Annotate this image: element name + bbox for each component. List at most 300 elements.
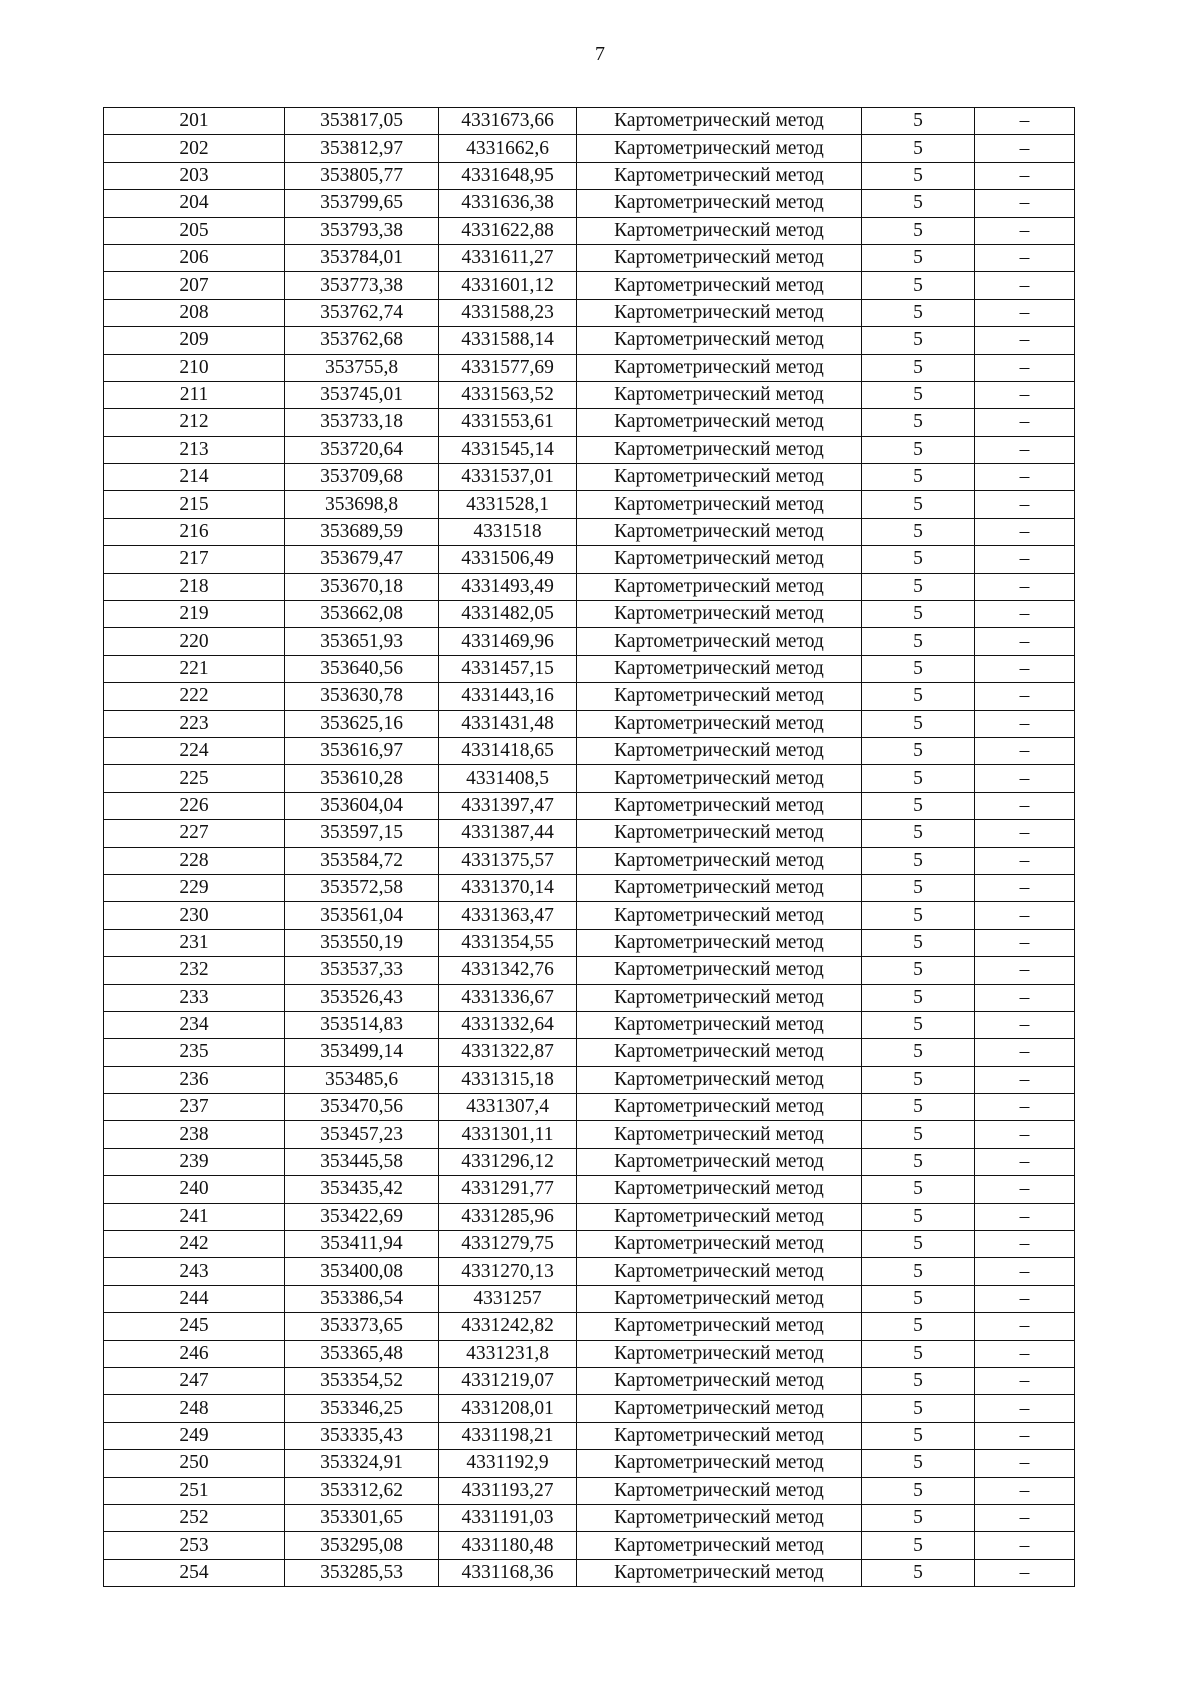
x-coordinate-cell: 353651,93 xyxy=(285,628,439,655)
description-cell: – xyxy=(975,1450,1075,1477)
description-cell: – xyxy=(975,820,1075,847)
point-number-cell: 228 xyxy=(104,847,285,874)
table-row xyxy=(104,190,1075,217)
y-coordinate-cell: 4331588,23 xyxy=(439,299,577,326)
method-cell: Картометрический метод xyxy=(577,710,862,737)
point-number-cell: 247 xyxy=(104,1367,285,1394)
y-coordinate-cell: 4331296,12 xyxy=(439,1148,577,1175)
accuracy-cell: 5 xyxy=(862,464,975,491)
table-row xyxy=(104,299,1075,326)
table-row xyxy=(104,1367,1075,1394)
accuracy-cell: 5 xyxy=(862,1039,975,1066)
y-coordinate-cell: 4331601,12 xyxy=(439,272,577,299)
x-coordinate-cell: 353817,05 xyxy=(285,108,439,135)
point-number-cell: 226 xyxy=(104,792,285,819)
x-coordinate-cell: 353346,25 xyxy=(285,1395,439,1422)
description-cell: – xyxy=(975,436,1075,463)
method-cell: Картометрический метод xyxy=(577,957,862,984)
x-coordinate-cell: 353604,04 xyxy=(285,792,439,819)
table-row xyxy=(104,1203,1075,1230)
x-coordinate-cell: 353365,48 xyxy=(285,1340,439,1367)
point-number-cell: 220 xyxy=(104,628,285,655)
point-number-cell: 206 xyxy=(104,244,285,271)
point-number-cell: 237 xyxy=(104,1094,285,1121)
y-coordinate-cell: 4331257 xyxy=(439,1285,577,1312)
x-coordinate-cell: 353470,56 xyxy=(285,1094,439,1121)
method-cell: Картометрический метод xyxy=(577,108,862,135)
table-row xyxy=(104,327,1075,354)
x-coordinate-cell: 353799,65 xyxy=(285,190,439,217)
description-cell: – xyxy=(975,381,1075,408)
accuracy-cell: 5 xyxy=(862,1313,975,1340)
y-coordinate-cell: 4331577,69 xyxy=(439,354,577,381)
x-coordinate-cell: 353784,01 xyxy=(285,244,439,271)
accuracy-cell: 5 xyxy=(862,162,975,189)
accuracy-cell: 5 xyxy=(862,1532,975,1559)
table-row xyxy=(104,655,1075,682)
x-coordinate-cell: 353386,54 xyxy=(285,1285,439,1312)
accuracy-cell: 5 xyxy=(862,518,975,545)
point-number-cell: 203 xyxy=(104,162,285,189)
table-row xyxy=(104,244,1075,271)
y-coordinate-cell: 4331469,96 xyxy=(439,628,577,655)
description-cell: – xyxy=(975,1395,1075,1422)
point-number-cell: 219 xyxy=(104,601,285,628)
description-cell: – xyxy=(975,108,1075,135)
x-coordinate-cell: 353354,52 xyxy=(285,1367,439,1394)
method-cell: Картометрический метод xyxy=(577,546,862,573)
accuracy-cell: 5 xyxy=(862,108,975,135)
x-coordinate-cell: 353295,08 xyxy=(285,1532,439,1559)
x-coordinate-cell: 353720,64 xyxy=(285,436,439,463)
description-cell: – xyxy=(975,1340,1075,1367)
method-cell: Картометрический метод xyxy=(577,1203,862,1230)
x-coordinate-cell: 353485,6 xyxy=(285,1066,439,1093)
accuracy-cell: 5 xyxy=(862,601,975,628)
accuracy-cell: 5 xyxy=(862,1011,975,1038)
x-coordinate-cell: 353773,38 xyxy=(285,272,439,299)
table-row xyxy=(104,874,1075,901)
x-coordinate-cell: 353301,65 xyxy=(285,1504,439,1531)
x-coordinate-cell: 353670,18 xyxy=(285,573,439,600)
description-cell: – xyxy=(975,984,1075,1011)
y-coordinate-cell: 4331219,07 xyxy=(439,1367,577,1394)
accuracy-cell: 5 xyxy=(862,272,975,299)
method-cell: Картометрический метод xyxy=(577,162,862,189)
x-coordinate-cell: 353435,42 xyxy=(285,1176,439,1203)
y-coordinate-cell: 4331622,88 xyxy=(439,217,577,244)
description-cell: – xyxy=(975,710,1075,737)
method-cell: Картометрический метод xyxy=(577,464,862,491)
table-row xyxy=(104,1285,1075,1312)
point-number-cell: 246 xyxy=(104,1340,285,1367)
y-coordinate-cell: 4331648,95 xyxy=(439,162,577,189)
description-cell: – xyxy=(975,162,1075,189)
description-cell: – xyxy=(975,1011,1075,1038)
x-coordinate-cell: 353610,28 xyxy=(285,765,439,792)
point-number-cell: 236 xyxy=(104,1066,285,1093)
accuracy-cell: 5 xyxy=(862,1504,975,1531)
table-row xyxy=(104,737,1075,764)
point-number-cell: 239 xyxy=(104,1148,285,1175)
point-number-cell: 213 xyxy=(104,436,285,463)
table-row xyxy=(104,108,1075,135)
point-number-cell: 250 xyxy=(104,1450,285,1477)
accuracy-cell: 5 xyxy=(862,1148,975,1175)
method-cell: Картометрический метод xyxy=(577,573,862,600)
table-row xyxy=(104,354,1075,381)
point-number-cell: 238 xyxy=(104,1121,285,1148)
table-row xyxy=(104,792,1075,819)
method-cell: Картометрический метод xyxy=(577,1066,862,1093)
y-coordinate-cell: 4331192,9 xyxy=(439,1450,577,1477)
description-cell: – xyxy=(975,1231,1075,1258)
description-cell: – xyxy=(975,1422,1075,1449)
description-cell: – xyxy=(975,491,1075,518)
accuracy-cell: 5 xyxy=(862,491,975,518)
method-cell: Картометрический метод xyxy=(577,1121,862,1148)
y-coordinate-cell: 4331231,8 xyxy=(439,1340,577,1367)
x-coordinate-cell: 353755,8 xyxy=(285,354,439,381)
point-number-cell: 233 xyxy=(104,984,285,1011)
accuracy-cell: 5 xyxy=(862,874,975,901)
table-row xyxy=(104,1313,1075,1340)
accuracy-cell: 5 xyxy=(862,1395,975,1422)
accuracy-cell: 5 xyxy=(862,765,975,792)
description-cell: – xyxy=(975,1176,1075,1203)
table-row xyxy=(104,491,1075,518)
y-coordinate-cell: 4331611,27 xyxy=(439,244,577,271)
x-coordinate-cell: 353422,69 xyxy=(285,1203,439,1230)
description-cell: – xyxy=(975,217,1075,244)
x-coordinate-cell: 353762,68 xyxy=(285,327,439,354)
point-number-cell: 248 xyxy=(104,1395,285,1422)
accuracy-cell: 5 xyxy=(862,381,975,408)
description-cell: – xyxy=(975,464,1075,491)
accuracy-cell: 5 xyxy=(862,847,975,874)
x-coordinate-cell: 353324,91 xyxy=(285,1450,439,1477)
y-coordinate-cell: 4331191,03 xyxy=(439,1504,577,1531)
x-coordinate-cell: 353537,33 xyxy=(285,957,439,984)
table-row xyxy=(104,984,1075,1011)
description-cell: – xyxy=(975,135,1075,162)
method-cell: Картометрический метод xyxy=(577,1011,862,1038)
y-coordinate-cell: 4331431,48 xyxy=(439,710,577,737)
method-cell: Картометрический метод xyxy=(577,902,862,929)
x-coordinate-cell: 353640,56 xyxy=(285,655,439,682)
table-row xyxy=(104,272,1075,299)
y-coordinate-cell: 4331537,01 xyxy=(439,464,577,491)
accuracy-cell: 5 xyxy=(862,1203,975,1230)
table-row xyxy=(104,1039,1075,1066)
accuracy-cell: 5 xyxy=(862,1340,975,1367)
accuracy-cell: 5 xyxy=(862,929,975,956)
point-number-cell: 224 xyxy=(104,737,285,764)
point-number-cell: 240 xyxy=(104,1176,285,1203)
method-cell: Картометрический метод xyxy=(577,272,862,299)
point-number-cell: 218 xyxy=(104,573,285,600)
description-cell: – xyxy=(975,847,1075,874)
y-coordinate-cell: 4331375,57 xyxy=(439,847,577,874)
method-cell: Картометрический метод xyxy=(577,244,862,271)
x-coordinate-cell: 353561,04 xyxy=(285,902,439,929)
table-row xyxy=(104,1450,1075,1477)
table-row xyxy=(104,1395,1075,1422)
description-cell: – xyxy=(975,1559,1075,1586)
method-cell: Картометрический метод xyxy=(577,1450,862,1477)
method-cell: Картометрический метод xyxy=(577,217,862,244)
accuracy-cell: 5 xyxy=(862,546,975,573)
description-cell: – xyxy=(975,299,1075,326)
y-coordinate-cell: 4331518 xyxy=(439,518,577,545)
table-row xyxy=(104,1176,1075,1203)
accuracy-cell: 5 xyxy=(862,409,975,436)
point-number-cell: 229 xyxy=(104,874,285,901)
accuracy-cell: 5 xyxy=(862,1559,975,1586)
method-cell: Картометрический метод xyxy=(577,327,862,354)
accuracy-cell: 5 xyxy=(862,1422,975,1449)
point-number-cell: 241 xyxy=(104,1203,285,1230)
y-coordinate-cell: 4331208,01 xyxy=(439,1395,577,1422)
x-coordinate-cell: 353679,47 xyxy=(285,546,439,573)
point-number-cell: 232 xyxy=(104,957,285,984)
y-coordinate-cell: 4331291,77 xyxy=(439,1176,577,1203)
table-row xyxy=(104,518,1075,545)
x-coordinate-cell: 353526,43 xyxy=(285,984,439,1011)
method-cell: Картометрический метод xyxy=(577,820,862,847)
y-coordinate-cell: 4331662,6 xyxy=(439,135,577,162)
description-cell: – xyxy=(975,1094,1075,1121)
table-row xyxy=(104,1340,1075,1367)
table-row xyxy=(104,1532,1075,1559)
coordinates-table xyxy=(103,107,1075,1587)
method-cell: Картометрический метод xyxy=(577,436,862,463)
accuracy-cell: 5 xyxy=(862,299,975,326)
table-row xyxy=(104,628,1075,655)
accuracy-cell: 5 xyxy=(862,327,975,354)
point-number-cell: 252 xyxy=(104,1504,285,1531)
y-coordinate-cell: 4331342,76 xyxy=(439,957,577,984)
x-coordinate-cell: 353733,18 xyxy=(285,409,439,436)
method-cell: Картометрический метод xyxy=(577,929,862,956)
y-coordinate-cell: 4331636,38 xyxy=(439,190,577,217)
y-coordinate-cell: 4331443,16 xyxy=(439,683,577,710)
y-coordinate-cell: 4331528,1 xyxy=(439,491,577,518)
y-coordinate-cell: 4331270,13 xyxy=(439,1258,577,1285)
point-number-cell: 231 xyxy=(104,929,285,956)
accuracy-cell: 5 xyxy=(862,436,975,463)
method-cell: Картометрический метод xyxy=(577,874,862,901)
description-cell: – xyxy=(975,354,1075,381)
description-cell: – xyxy=(975,573,1075,600)
description-cell: – xyxy=(975,409,1075,436)
point-number-cell: 243 xyxy=(104,1258,285,1285)
description-cell: – xyxy=(975,1367,1075,1394)
method-cell: Картометрический метод xyxy=(577,765,862,792)
point-number-cell: 202 xyxy=(104,135,285,162)
x-coordinate-cell: 353805,77 xyxy=(285,162,439,189)
method-cell: Картометрический метод xyxy=(577,1532,862,1559)
accuracy-cell: 5 xyxy=(862,1176,975,1203)
x-coordinate-cell: 353411,94 xyxy=(285,1231,439,1258)
point-number-cell: 221 xyxy=(104,655,285,682)
method-cell: Картометрический метод xyxy=(577,847,862,874)
y-coordinate-cell: 4331354,55 xyxy=(439,929,577,956)
description-cell: – xyxy=(975,1203,1075,1230)
table-row xyxy=(104,135,1075,162)
description-cell: – xyxy=(975,327,1075,354)
description-cell: – xyxy=(975,1532,1075,1559)
x-coordinate-cell: 353285,53 xyxy=(285,1559,439,1586)
y-coordinate-cell: 4331168,36 xyxy=(439,1559,577,1586)
x-coordinate-cell: 353630,78 xyxy=(285,683,439,710)
y-coordinate-cell: 4331307,4 xyxy=(439,1094,577,1121)
point-number-cell: 230 xyxy=(104,902,285,929)
description-cell: – xyxy=(975,929,1075,956)
y-coordinate-cell: 4331397,47 xyxy=(439,792,577,819)
y-coordinate-cell: 4331408,5 xyxy=(439,765,577,792)
table-row xyxy=(104,464,1075,491)
table-row xyxy=(104,683,1075,710)
method-cell: Картометрический метод xyxy=(577,601,862,628)
table-row xyxy=(104,820,1075,847)
method-cell: Картометрический метод xyxy=(577,1039,862,1066)
point-number-cell: 210 xyxy=(104,354,285,381)
accuracy-cell: 5 xyxy=(862,683,975,710)
description-cell: – xyxy=(975,765,1075,792)
description-cell: – xyxy=(975,518,1075,545)
point-number-cell: 217 xyxy=(104,546,285,573)
accuracy-cell: 5 xyxy=(862,217,975,244)
table-row xyxy=(104,546,1075,573)
point-number-cell: 216 xyxy=(104,518,285,545)
y-coordinate-cell: 4331322,87 xyxy=(439,1039,577,1066)
method-cell: Картометрический метод xyxy=(577,135,862,162)
method-cell: Картометрический метод xyxy=(577,655,862,682)
description-cell: – xyxy=(975,1039,1075,1066)
accuracy-cell: 5 xyxy=(862,820,975,847)
table-row xyxy=(104,929,1075,956)
accuracy-cell: 5 xyxy=(862,573,975,600)
y-coordinate-cell: 4331363,47 xyxy=(439,902,577,929)
table-row xyxy=(104,1559,1075,1586)
x-coordinate-cell: 353745,01 xyxy=(285,381,439,408)
point-number-cell: 222 xyxy=(104,683,285,710)
table-row xyxy=(104,1066,1075,1093)
x-coordinate-cell: 353457,23 xyxy=(285,1121,439,1148)
point-number-cell: 227 xyxy=(104,820,285,847)
method-cell: Картометрический метод xyxy=(577,984,862,1011)
x-coordinate-cell: 353514,83 xyxy=(285,1011,439,1038)
x-coordinate-cell: 353572,58 xyxy=(285,874,439,901)
description-cell: – xyxy=(975,1313,1075,1340)
method-cell: Картометрический метод xyxy=(577,518,862,545)
x-coordinate-cell: 353625,16 xyxy=(285,710,439,737)
method-cell: Картометрический метод xyxy=(577,1340,862,1367)
description-cell: – xyxy=(975,601,1075,628)
method-cell: Картометрический метод xyxy=(577,1285,862,1312)
point-number-cell: 244 xyxy=(104,1285,285,1312)
accuracy-cell: 5 xyxy=(862,655,975,682)
description-cell: – xyxy=(975,1121,1075,1148)
method-cell: Картометрический метод xyxy=(577,299,862,326)
method-cell: Картометрический метод xyxy=(577,1367,862,1394)
y-coordinate-cell: 4331418,65 xyxy=(439,737,577,764)
description-cell: – xyxy=(975,190,1075,217)
description-cell: – xyxy=(975,272,1075,299)
method-cell: Картометрический метод xyxy=(577,1422,862,1449)
y-coordinate-cell: 4331545,14 xyxy=(439,436,577,463)
x-coordinate-cell: 353793,38 xyxy=(285,217,439,244)
y-coordinate-cell: 4331279,75 xyxy=(439,1231,577,1258)
y-coordinate-cell: 4331285,96 xyxy=(439,1203,577,1230)
description-cell: – xyxy=(975,792,1075,819)
x-coordinate-cell: 353662,08 xyxy=(285,601,439,628)
accuracy-cell: 5 xyxy=(862,1477,975,1504)
table-row xyxy=(104,902,1075,929)
point-number-cell: 215 xyxy=(104,491,285,518)
x-coordinate-cell: 353499,14 xyxy=(285,1039,439,1066)
table-row xyxy=(104,957,1075,984)
description-cell: – xyxy=(975,1477,1075,1504)
point-number-cell: 201 xyxy=(104,108,285,135)
point-number-cell: 254 xyxy=(104,1559,285,1586)
point-number-cell: 249 xyxy=(104,1422,285,1449)
point-number-cell: 209 xyxy=(104,327,285,354)
method-cell: Картометрический метод xyxy=(577,1148,862,1175)
table-row xyxy=(104,1258,1075,1285)
point-number-cell: 204 xyxy=(104,190,285,217)
x-coordinate-cell: 353400,08 xyxy=(285,1258,439,1285)
description-cell: – xyxy=(975,628,1075,655)
x-coordinate-cell: 353335,43 xyxy=(285,1422,439,1449)
accuracy-cell: 5 xyxy=(862,984,975,1011)
table-row xyxy=(104,601,1075,628)
description-cell: – xyxy=(975,874,1075,901)
method-cell: Картометрический метод xyxy=(577,1313,862,1340)
accuracy-cell: 5 xyxy=(862,135,975,162)
accuracy-cell: 5 xyxy=(862,628,975,655)
description-cell: – xyxy=(975,957,1075,984)
x-coordinate-cell: 353616,97 xyxy=(285,737,439,764)
y-coordinate-cell: 4331242,82 xyxy=(439,1313,577,1340)
point-number-cell: 207 xyxy=(104,272,285,299)
y-coordinate-cell: 4331493,49 xyxy=(439,573,577,600)
accuracy-cell: 5 xyxy=(862,1367,975,1394)
table-row xyxy=(104,1094,1075,1121)
table-row xyxy=(104,710,1075,737)
table-row xyxy=(104,1504,1075,1531)
y-coordinate-cell: 4331482,05 xyxy=(439,601,577,628)
table-row xyxy=(104,1422,1075,1449)
accuracy-cell: 5 xyxy=(862,354,975,381)
x-coordinate-cell: 353312,62 xyxy=(285,1477,439,1504)
accuracy-cell: 5 xyxy=(862,792,975,819)
accuracy-cell: 5 xyxy=(862,1231,975,1258)
x-coordinate-cell: 353445,58 xyxy=(285,1148,439,1175)
method-cell: Картометрический метод xyxy=(577,628,862,655)
point-number-cell: 211 xyxy=(104,381,285,408)
description-cell: – xyxy=(975,244,1075,271)
method-cell: Картометрический метод xyxy=(577,190,862,217)
point-number-cell: 223 xyxy=(104,710,285,737)
y-coordinate-cell: 4331563,52 xyxy=(439,381,577,408)
y-coordinate-cell: 4331198,21 xyxy=(439,1422,577,1449)
table-row xyxy=(104,409,1075,436)
method-cell: Картометрический метод xyxy=(577,737,862,764)
point-number-cell: 212 xyxy=(104,409,285,436)
accuracy-cell: 5 xyxy=(862,1450,975,1477)
